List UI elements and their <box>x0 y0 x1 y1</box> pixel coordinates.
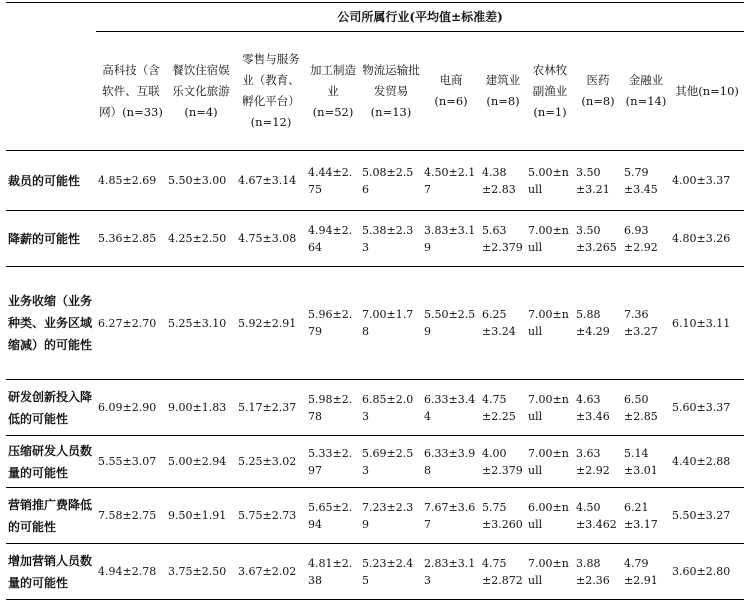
cell-value <box>422 211 480 267</box>
row-label: 降薪的可能性 <box>6 211 96 267</box>
cell-value <box>166 267 236 380</box>
cell-value <box>670 211 744 267</box>
cell-value <box>166 436 236 488</box>
column-header: 医药(n=8) <box>574 32 622 151</box>
cell-text: 6.93±2.92 <box>624 223 658 254</box>
cell-text: 7.36±3.27 <box>624 308 658 338</box>
cell-value <box>480 211 526 267</box>
cell-text: 6.21±3.17 <box>624 500 658 531</box>
cell-value <box>306 436 360 488</box>
cell-text: 4.44±2.75 <box>308 165 353 196</box>
cell-text: 3.83±3.19 <box>424 223 476 254</box>
cell-text: 2.83±3.13 <box>424 556 476 587</box>
cell-value <box>166 151 236 211</box>
cell-text: 3.88±2.36 <box>576 556 610 587</box>
cell-text: 4.79±2.91 <box>624 556 658 587</box>
cell-value <box>306 151 360 211</box>
group-header-row <box>6 3 744 32</box>
cell-value <box>236 380 306 436</box>
column-header-row <box>6 32 744 151</box>
cell-text: 5.50±2.59 <box>424 308 476 338</box>
cell-value <box>96 211 166 267</box>
cell-text: 6.00±null <box>528 500 569 531</box>
cell-text: 5.65±2.94 <box>308 500 353 531</box>
cell-text: 5.00±null <box>528 165 569 196</box>
cell-value <box>574 151 622 211</box>
cell-text: 6.10±3.11 <box>672 316 731 330</box>
cell-value <box>166 488 236 544</box>
industry-stats-table <box>6 2 744 600</box>
cell-text: 9.00±1.83 <box>168 401 227 414</box>
cell-value <box>622 267 670 380</box>
cell-value <box>526 436 574 488</box>
column-header: 加工制造业(n=52) <box>306 32 360 151</box>
cell-value <box>670 380 744 436</box>
cell-text: 3.75±2.50 <box>168 565 227 578</box>
cell-text: 4.94±2.78 <box>98 565 157 578</box>
row-label: 压缩研发人员数量的可能性 <box>6 436 96 488</box>
cell-text: 5.55±3.07 <box>98 455 157 468</box>
cell-text: 3.50±3.265 <box>576 223 617 254</box>
cell-value <box>236 436 306 488</box>
cell-value <box>306 211 360 267</box>
cell-value <box>526 151 574 211</box>
cell-text: 5.50±3.00 <box>168 174 227 187</box>
cell-value <box>306 488 360 544</box>
cell-value <box>670 436 744 488</box>
column-header: 金融业(n=14) <box>622 32 670 151</box>
table-row <box>6 151 744 211</box>
cell-text: 5.88±4.29 <box>576 308 610 338</box>
cell-text: 4.00±2.379 <box>482 446 523 477</box>
table-row <box>6 380 744 436</box>
cell-text: 4.25±2.50 <box>168 232 227 245</box>
cell-text: 5.25±3.10 <box>168 316 227 330</box>
cell-text: 3.60±2.80 <box>672 565 731 578</box>
cell-value <box>526 488 574 544</box>
cell-text: 4.94±2.64 <box>308 223 353 254</box>
cell-text: 7.00±null <box>528 446 569 477</box>
cell-text: 4.40±2.88 <box>672 455 731 468</box>
cell-text: 4.67±3.14 <box>238 174 297 187</box>
table-row <box>6 488 744 544</box>
cell-value <box>96 488 166 544</box>
cell-value <box>480 267 526 380</box>
cell-text: 6.33±3.44 <box>424 392 476 423</box>
cell-text: 4.50±2.17 <box>424 165 476 196</box>
cell-text: 5.75±2.73 <box>238 509 297 522</box>
row-label: 裁员的可能性 <box>6 151 96 211</box>
cell-text: 3.67±2.02 <box>238 565 297 578</box>
cell-value <box>574 380 622 436</box>
cell-text: 5.33±2.97 <box>308 446 353 477</box>
cell-value <box>236 211 306 267</box>
cell-text: 5.98±2.78 <box>308 392 353 423</box>
cell-text: 5.00±2.94 <box>168 455 227 468</box>
cell-text: 7.00±null <box>528 223 569 254</box>
column-header: 建筑业(n=8) <box>480 32 526 151</box>
cell-text: 5.08±2.56 <box>362 165 414 196</box>
cell-value <box>622 436 670 488</box>
cell-value <box>96 151 166 211</box>
cell-text: 5.14±3.01 <box>624 446 658 477</box>
cell-value <box>480 436 526 488</box>
cell-text: 4.75±2.25 <box>482 392 516 423</box>
cell-value <box>670 267 744 380</box>
cell-value <box>306 380 360 436</box>
cell-text: 5.96±2.79 <box>308 308 353 338</box>
cell-value <box>574 211 622 267</box>
cell-value <box>526 267 574 380</box>
cell-text: 3.50±3.21 <box>576 165 610 196</box>
cell-value <box>480 151 526 211</box>
column-header: 农林牧副渔业(n=1) <box>526 32 574 151</box>
cell-text: 5.36±2.85 <box>98 232 157 245</box>
cell-text: 7.67±3.67 <box>424 500 476 531</box>
cell-value <box>360 488 422 544</box>
cell-text: 6.25±3.24 <box>482 308 516 338</box>
cell-value <box>574 488 622 544</box>
cell-value <box>480 380 526 436</box>
table-row <box>6 211 744 267</box>
cell-value <box>360 151 422 211</box>
cell-value <box>360 267 422 380</box>
cell-value <box>526 211 574 267</box>
cell-value <box>422 488 480 544</box>
cell-text: 7.00±null <box>528 556 569 587</box>
cell-text: 7.00±1.78 <box>362 308 414 338</box>
cell-text: 5.63±2.379 <box>482 223 523 254</box>
cell-value <box>622 380 670 436</box>
table-row <box>6 267 744 380</box>
cell-text: 6.27±2.70 <box>98 316 157 330</box>
column-header: 高科技（含软件、互联网）(n=33) <box>96 32 166 151</box>
cell-text: 4.81±2.38 <box>308 556 353 587</box>
cell-value <box>360 380 422 436</box>
cell-text: 5.38±2.33 <box>362 223 414 254</box>
cell-text: 5.60±3.37 <box>672 401 731 414</box>
cell-value <box>526 380 574 436</box>
column-header: 零售与服务业（教育、孵化平台）(n=12) <box>236 32 306 151</box>
cell-text: 5.17±2.37 <box>238 401 297 414</box>
table-row <box>6 436 744 488</box>
cell-text: 4.85±2.69 <box>98 174 157 187</box>
cell-value <box>96 267 166 380</box>
column-header: 电商(n=6) <box>422 32 480 151</box>
cell-value <box>670 151 744 211</box>
row-label: 业务收缩（业务种类、业务区域缩减）的可能性 <box>6 267 96 380</box>
cell-value <box>622 211 670 267</box>
cell-text: 4.38±2.83 <box>482 165 516 196</box>
cell-text: 4.80±3.26 <box>672 232 731 245</box>
cell-value <box>360 211 422 267</box>
cell-text: 7.58±2.75 <box>98 509 157 522</box>
truncated-footer-text <box>0 586 749 596</box>
cell-text: 9.50±1.91 <box>168 509 227 522</box>
cell-value <box>236 267 306 380</box>
cell-text: 4.63±3.46 <box>576 392 610 423</box>
row-label: 营销推广费降低的可能性 <box>6 488 96 544</box>
cell-text: 6.33±3.98 <box>424 446 476 477</box>
row-label: 研发创新投入降低的可能性 <box>6 380 96 436</box>
cell-text: 5.50±3.27 <box>672 509 731 522</box>
cell-text: 3.63±2.92 <box>576 446 610 477</box>
cell-value <box>480 488 526 544</box>
cell-text: 6.85±2.03 <box>362 392 414 423</box>
row-label: 增加营销人员数量的可能性 <box>6 544 96 600</box>
cell-value <box>622 151 670 211</box>
cell-text: 5.75±3.260 <box>482 500 523 531</box>
cell-value <box>166 380 236 436</box>
cell-text: 6.09±2.90 <box>98 401 157 414</box>
group-title: 公司所属行业(平均值±标准差) <box>96 3 744 32</box>
cell-text: 7.00±null <box>528 392 569 423</box>
cell-value <box>96 380 166 436</box>
column-header: 餐饮住宿娱乐文化旅游(n=4) <box>166 32 236 151</box>
cell-value <box>166 211 236 267</box>
cell-value <box>422 436 480 488</box>
cell-value <box>422 151 480 211</box>
cell-text: 7.23±2.39 <box>362 500 414 531</box>
cell-value <box>574 436 622 488</box>
cell-text: 7.00±null <box>528 308 569 338</box>
cell-text: 4.00±3.37 <box>672 174 731 187</box>
cell-value <box>236 151 306 211</box>
cell-text: 5.23±2.45 <box>362 556 414 587</box>
column-header: 物流运输批发贸易(n=13) <box>360 32 422 151</box>
cell-value <box>622 488 670 544</box>
cell-value <box>360 436 422 488</box>
cell-text: 4.75±2.872 <box>482 556 523 587</box>
cell-text: 4.50±3.462 <box>576 500 617 531</box>
cell-value <box>670 488 744 544</box>
cell-value <box>422 380 480 436</box>
cell-value <box>422 267 480 380</box>
cell-value <box>236 488 306 544</box>
cell-text: 5.79±3.45 <box>624 165 658 196</box>
cell-value <box>574 267 622 380</box>
cell-text: 4.75±3.08 <box>238 232 297 245</box>
cell-text: 5.25±3.02 <box>238 455 297 468</box>
cell-value <box>306 267 360 380</box>
column-header: 其他(n=10) <box>670 32 744 151</box>
cell-text: 6.50±2.85 <box>624 392 658 423</box>
cell-value <box>96 436 166 488</box>
cell-text: 5.69±2.53 <box>362 446 414 477</box>
cell-text: 5.92±2.91 <box>238 316 297 330</box>
